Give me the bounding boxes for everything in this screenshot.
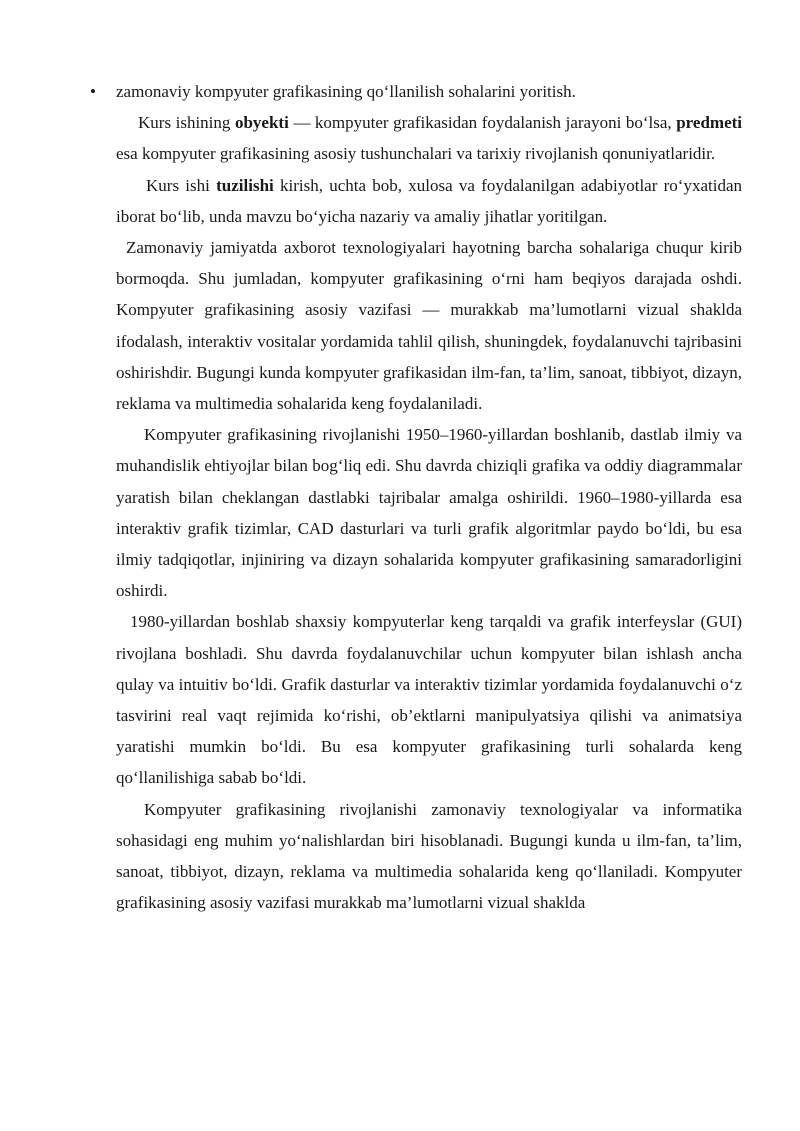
- text-run: Kurs ishi: [146, 175, 217, 195]
- paragraph-structure: [116, 170, 742, 232]
- text-run: esa kompyuter grafikasining asosiy tushunchalari va tarixiy rivojlanish qonuniyatlaridir.: [116, 144, 716, 164]
- paragraph-object-subject: [116, 107, 742, 169]
- text-run: Kurs ishining: [138, 113, 235, 133]
- bullet-icon: •: [90, 82, 96, 101]
- paragraph-development: Kompyuter grafikasining rivojlanishi zamonaviy texnologiyalar va informatika sohasidagi eng muhim yo‘nalishlardan biri hisoblanadi. Bugungi kunda u ilm-fan, ta’lim, sanoat, tibbiyot, dizayn, reklama va multimedia sohalarida keng qo‘llaniladi. Kompyuter grafikasining asosiy vazifasi murakkab ma’lumotlarni vizual shaklda: [116, 799, 742, 913]
- bold-term-tuzilishi: tuzilishi: [216, 175, 274, 195]
- paragraph-history-1950: Kompyuter grafikasining rivojlanishi 1950–1960-yillardan boshlanib, dastlab ilmiy va muhandislik ehtiyojlar bilan bog‘liq edi. Shu davrda chiziqli grafika va oddiy diagrammalar yaratish bilan cheklangan dastlabki tajribalar amalga oshirildi. 1960–1980-yillarda esa interaktiv grafik tizimlar, CAD dasturlari va turli grafik algoritmlar paydo bo‘ldi, bu esa ilmiy tadqiqotlar, injiniring va dizayn sohalarida kompyuter grafikasining samaradorligini oshirdi.: [116, 425, 742, 601]
- paragraph-history-1980: 1980-yillardan boshlab shaxsiy kompyuterlar keng tarqaldi va grafik interfeyslar (GUI) rivojlana boshladi. Shu davrda foydalanuvchilar uchun kompyuter bilan ishlash ancha qulay va intuitiv bo‘ldi. Grafik dasturlar va interaktiv tizimlar yordamida foydalanuvchi o‘z tasvirini real vaqt rejimida ko‘rishi, ob’ektlarni manipulyatsiya qilishi va animatsiya yaratishi mumkin bo‘ldi. Bu esa kompyuter grafikasining turli sohalarda keng qo‘llanilishiga sabab bo‘ldi.: [116, 612, 742, 788]
- bullet-list-item: [90, 76, 742, 107]
- bullet-text: zamonaviy kompyuter grafikasining qo‘llanilish sohalarini yoritish.: [116, 82, 576, 101]
- bold-term-predmeti: predmeti: [676, 113, 743, 133]
- text-run: — kompyuter grafikasidan foydalanish jarayoni bo‘lsa,: [288, 113, 677, 133]
- bold-term-obyekti: obyekti: [234, 113, 289, 133]
- text-run: kirish, uchta bob, xulosa va foydalanilgan adabiyotlar ro‘yxatidan iborat bo‘lib, unda mavzu bo‘yicha nazariy va amaliy jihatlar yoritilgan.: [116, 175, 742, 226]
- paragraph-modern-society: Zamonaviy jamiyatda axborot texnologiyalari hayotning barcha sohalariga chuqur kirib bormoqda. Shu jumladan, kompyuter grafikasining o‘rni ham beqiyos darajada oshdi. Kompyuter grafikasining asosiy vazifasi — murakkab ma’lumotlarni vizual shaklda ifodalash, interaktiv vositalar yordamida tahlil qilish, shuningdek, foydalanuvchi tajribasini oshirishdir. Bugungi kunda kompyuter grafikasidan ilm-fan, ta’lim, sanoat, tibbiyot, dizayn, reklama va multimedia sohalarida keng foydalaniladi.: [116, 238, 742, 414]
